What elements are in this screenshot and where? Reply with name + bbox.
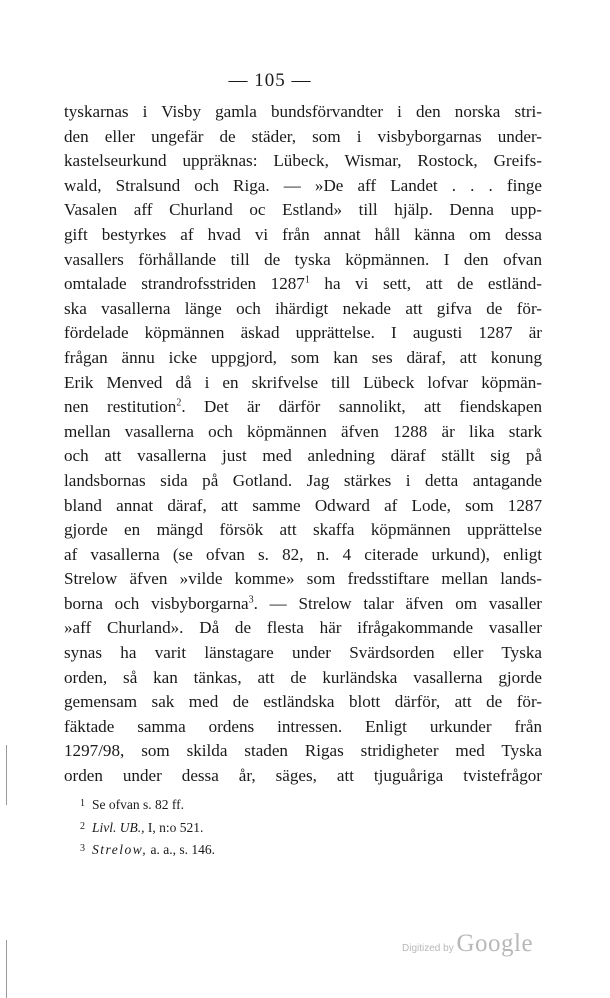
margin-line (6, 940, 7, 998)
text-line: ska vasallerna länge och ihärdigt nekade att gifva de för- (64, 298, 542, 318)
footnote-ref: 2 (176, 397, 182, 409)
text-line: landsbornas sida på Gotland. Jag stärkes i detta antagande (64, 470, 542, 490)
margin-line (6, 745, 7, 805)
text-segment: . — Strelow talar äfven om vasaller (253, 593, 542, 613)
footnotes (80, 793, 480, 861)
text-line: af vasallerna (se ofvan s. 82, n. 4 citerade urkund), enligt (64, 544, 542, 564)
text-segment: wald, Stralsund och Riga. — (64, 175, 315, 195)
text-line: orden, så kan tänkas, att de kurländska vasallerna gjorde (64, 667, 542, 687)
footnote-ref: 1 (304, 274, 310, 286)
text-segment: omtalade strandrofsstriden 1287 (64, 274, 305, 294)
text-line: fördelade köpmännen äskad upprättelse. I augusti 1287 är (64, 323, 542, 343)
google-logo: Google (456, 930, 534, 957)
text-line (64, 174, 542, 199)
text-line: gift bestyrkes af hvad vi från annat håll känna om dessa (64, 224, 542, 244)
quote-segment: »De aff Landet . . . finge (314, 175, 542, 195)
text-line: vasallers förhållande till de tyska köpmännen. I den ofvan (64, 249, 542, 269)
text-line (64, 198, 542, 223)
text-line: frågan ännu icke uppgjord, som kan ses däraf, att konung (64, 347, 542, 367)
footnote-mark: 3 (80, 843, 85, 854)
text-segment: Då de flesta här ifrågakommande vasaller (183, 618, 542, 638)
text-segment: tvistefrågor (443, 766, 542, 786)
text-line: synas ha varit länstagare under Svärdsorden eller Tyska (64, 643, 542, 663)
footnote (80, 816, 480, 839)
text-line: Erik Menved då i en skrifvelse till Lübeck lofvar köpmän- (64, 372, 542, 392)
text-line: och att vasallerna just med anledning däraf ställt sig på (64, 446, 542, 466)
text-line: Strelow äfven »vilde komme» som fredsstiftare mellan lands- (64, 569, 542, 589)
footnote-text: a. a., s. 146. (147, 842, 215, 857)
footnote-source: Livl. UB., (92, 819, 145, 835)
footnote-mark: 1 (80, 798, 85, 809)
text-line (64, 272, 542, 297)
quote-segment: »aff Churland». (64, 618, 184, 638)
text-segment: till hjälp. Denna upp- (342, 200, 542, 220)
text-segment: ha vi sett, att de estländ- (309, 274, 542, 294)
text-line: bland annat däraf, att samme Odward af Lode, som 1287 (64, 495, 542, 515)
text-line: gemensam sak med de estländska blott därför, att de för- (64, 692, 542, 712)
text-segment: orden under dessa år, säges, att (64, 766, 374, 786)
footnote-source: Strelow, (92, 842, 148, 857)
footnote-text: I, n:o 521. (144, 819, 204, 835)
footnote-text: Se ofvan s. 82 ff. (92, 797, 184, 812)
watermark-caption: Digitized by (402, 943, 457, 954)
text-line (64, 592, 542, 617)
text-line: den eller ungefär de städer, som i visbyborgarnas under- (64, 126, 542, 146)
footnote-mark: 2 (80, 820, 85, 832)
body-text (64, 100, 542, 789)
footnote (80, 793, 480, 816)
text-line (64, 616, 542, 641)
text-line (64, 395, 542, 420)
text-line: kastelseurkund uppräknas: Lübeck, Wismar, Rostock, Greifs- (64, 151, 542, 171)
emphasis-word: tjuguåriga (373, 766, 444, 786)
text-line: mellan vasallerna och köpmännen äfven 1288 är lika stark (64, 421, 542, 441)
footnote (80, 838, 480, 861)
text-line (64, 764, 542, 789)
text-line: gjorde en mängd försök att skaffa köpmännen upprättelse (64, 520, 542, 540)
text-line: tyskarnas i Visby gamla bundsförvandter i den norska stri- (64, 102, 542, 121)
text-segment: nen restitution (64, 397, 177, 417)
digitized-watermark (402, 930, 533, 958)
page-number: — 105 — (228, 70, 312, 91)
quote-segment: Vasalen aff Churland oc Estland» (64, 200, 342, 220)
footnote-ref: 3 (248, 594, 254, 606)
text-segment: . Det är därför sannolikt, att fiendskapen (181, 397, 542, 417)
text-line: fäktade samma ordens intressen. Enligt urkunder från (64, 716, 542, 736)
text-segment: borna och visbyborgarna (64, 593, 249, 613)
text-line: 1297/98, som skilda staden Rigas stridigheter med Tyska (64, 741, 542, 761)
